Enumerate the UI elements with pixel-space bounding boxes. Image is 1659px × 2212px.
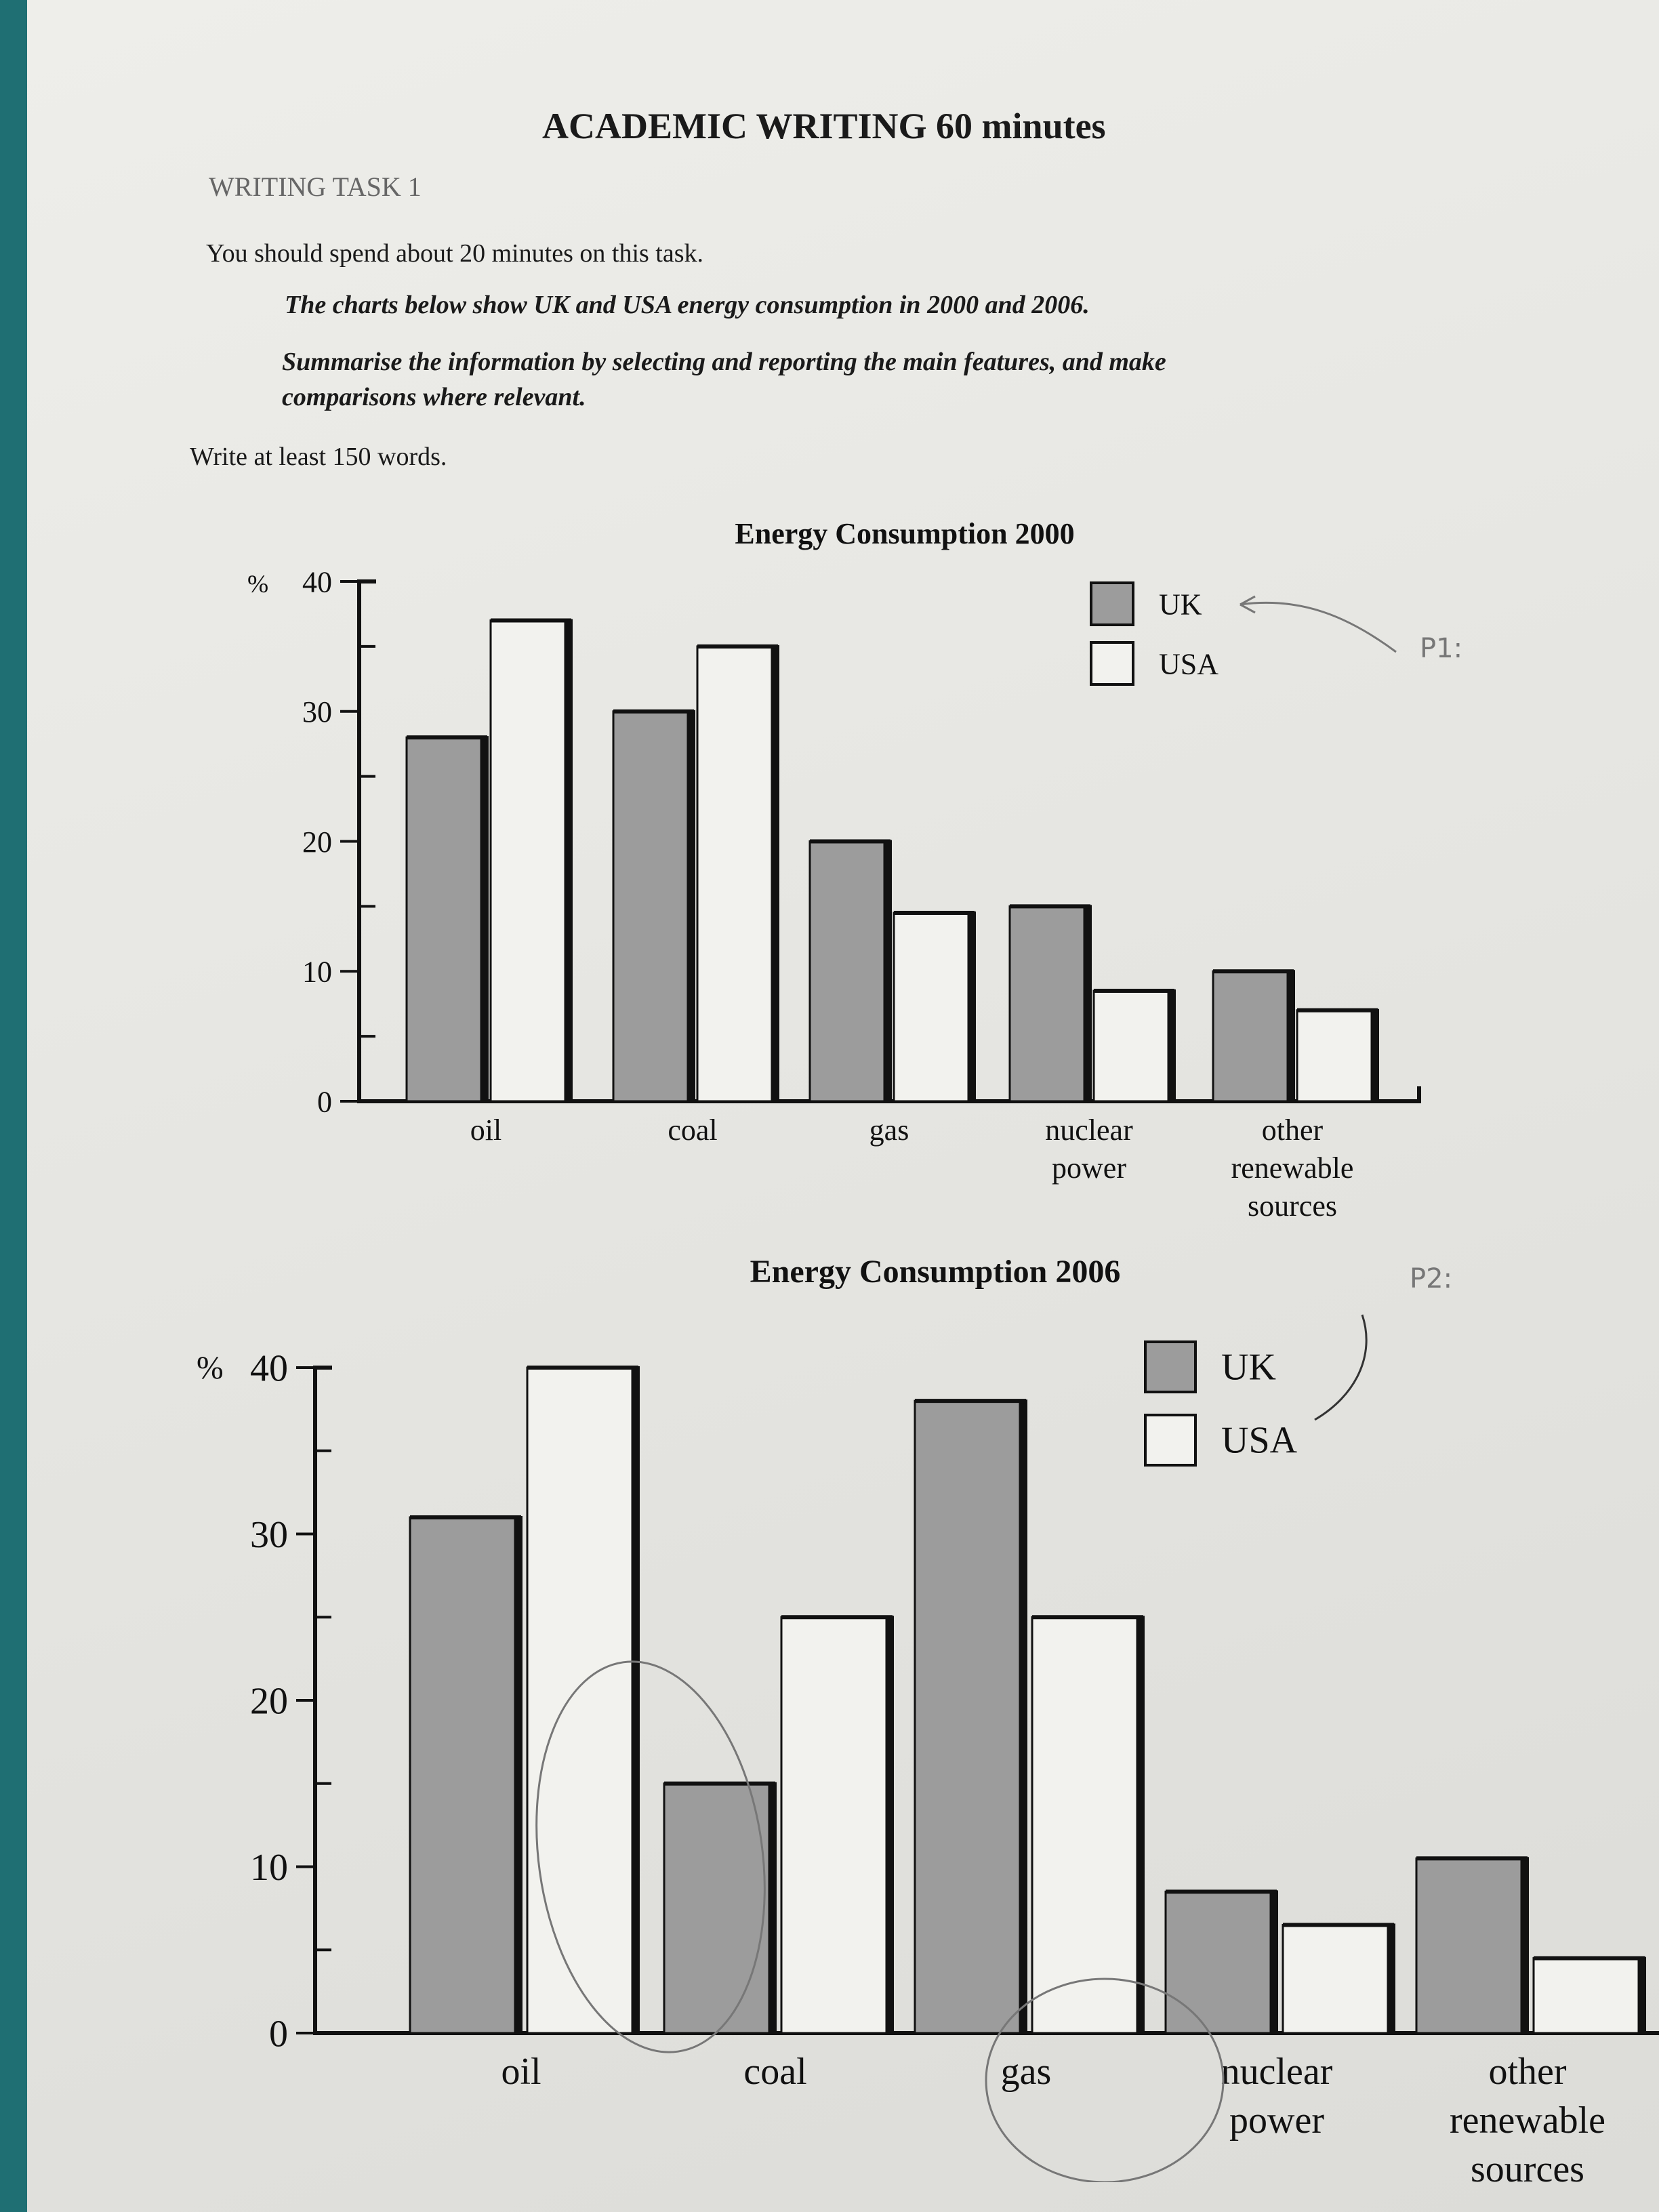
category-label: nuclear	[1045, 1113, 1133, 1147]
bar-uk-oil	[407, 737, 481, 1101]
bar-usa-oil	[527, 1368, 632, 2033]
y-tick-label: 40	[250, 1347, 288, 1390]
bar-uk-coal	[613, 712, 688, 1101]
y-tick-label: 40	[302, 565, 332, 599]
category-label: sources	[1471, 2148, 1584, 2182]
category-label: power	[1052, 1151, 1126, 1185]
category-label: power	[1229, 2100, 1324, 2142]
bar-usa-other-renewable-sources	[1297, 1010, 1372, 1101]
y-tick-label: 20	[302, 825, 332, 859]
handwritten-note: P1:	[1420, 633, 1463, 664]
bar-usa-gas	[1032, 1617, 1137, 2033]
y-tick-label: 10	[302, 955, 332, 989]
legend-swatch-uk	[1091, 583, 1133, 625]
bar-usa-gas	[894, 913, 968, 1101]
y-tick-label: 0	[317, 1085, 332, 1119]
legend-label-uk: UK	[1159, 588, 1202, 621]
bar-uk-other-renewable-sources	[1213, 971, 1288, 1101]
bar-usa-nuclear-power	[1094, 991, 1168, 1101]
handwritten-arrow	[1315, 1315, 1366, 1420]
category-label: sources	[1248, 1189, 1337, 1223]
category-label: other	[1488, 2051, 1567, 2093]
instruction-task-line1: Summarise the information by selecting and reporting the main features, and make	[282, 348, 1166, 376]
y-tick-label: 10	[250, 1847, 288, 1889]
category-label: other	[1261, 1113, 1324, 1147]
category-label: coal	[743, 2051, 807, 2093]
instruction-prompt: The charts below show UK and USA energy consumption in 2000 and 2006.	[285, 291, 1090, 319]
bar-uk-oil	[410, 1517, 515, 2033]
bar-usa-oil	[491, 621, 565, 1101]
bar-uk-other-renewable-sources	[1416, 1858, 1521, 2033]
legend-swatch-usa	[1091, 642, 1133, 684]
chart-energy-2000	[0, 501, 1659, 1233]
bar-uk-gas	[810, 842, 884, 1102]
instruction-time: You should spend about 20 minutes on this task.	[206, 239, 704, 268]
chart-energy-2006	[0, 1247, 1659, 2182]
category-label: oil	[470, 1113, 502, 1147]
y-axis-unit: %	[247, 571, 269, 598]
bar-usa-coal	[697, 647, 772, 1101]
handwritten-arrow	[1240, 602, 1396, 652]
y-tick-label: 20	[250, 1680, 288, 1723]
instruction-task-line2: comparisons where relevant.	[282, 383, 586, 411]
category-label: coal	[668, 1113, 718, 1147]
category-label: renewable	[1449, 2100, 1606, 2142]
page-title: ACADEMIC WRITING 60 minutes	[542, 106, 1106, 146]
bar-usa-other-renewable-sources	[1534, 1959, 1639, 2033]
bar-usa-coal	[781, 1617, 886, 2033]
y-tick-label: 0	[269, 2013, 288, 2055]
legend-swatch-usa	[1145, 1415, 1195, 1465]
bar-uk-coal	[664, 1784, 769, 2033]
instruction-word-count: Write at least 150 words.	[190, 443, 447, 471]
y-axis-unit: %	[197, 1351, 224, 1386]
category-label: oil	[501, 2051, 541, 2093]
chart-title: Energy Consumption 2006	[750, 1254, 1121, 1290]
legend-label-usa: USA	[1221, 1419, 1298, 1462]
category-label: gas	[1000, 2051, 1052, 2093]
handwritten-note: P2:	[1410, 1263, 1453, 1294]
legend-swatch-uk	[1145, 1342, 1195, 1392]
bar-usa-nuclear-power	[1283, 1925, 1388, 2033]
bar-uk-nuclear-power	[1010, 906, 1084, 1101]
category-label: nuclear	[1221, 2051, 1333, 2093]
y-tick-label: 30	[302, 695, 332, 729]
category-label: renewable	[1231, 1151, 1354, 1185]
y-tick-label: 30	[250, 1514, 288, 1557]
bar-uk-nuclear-power	[1166, 1891, 1271, 2033]
bar-uk-gas	[915, 1401, 1020, 2033]
task-label: WRITING TASK 1	[209, 171, 422, 202]
category-label: gas	[869, 1113, 909, 1147]
legend-label-uk: UK	[1221, 1346, 1276, 1389]
legend-label-usa: USA	[1159, 647, 1219, 681]
chart-title: Energy Consumption 2000	[735, 517, 1075, 550]
